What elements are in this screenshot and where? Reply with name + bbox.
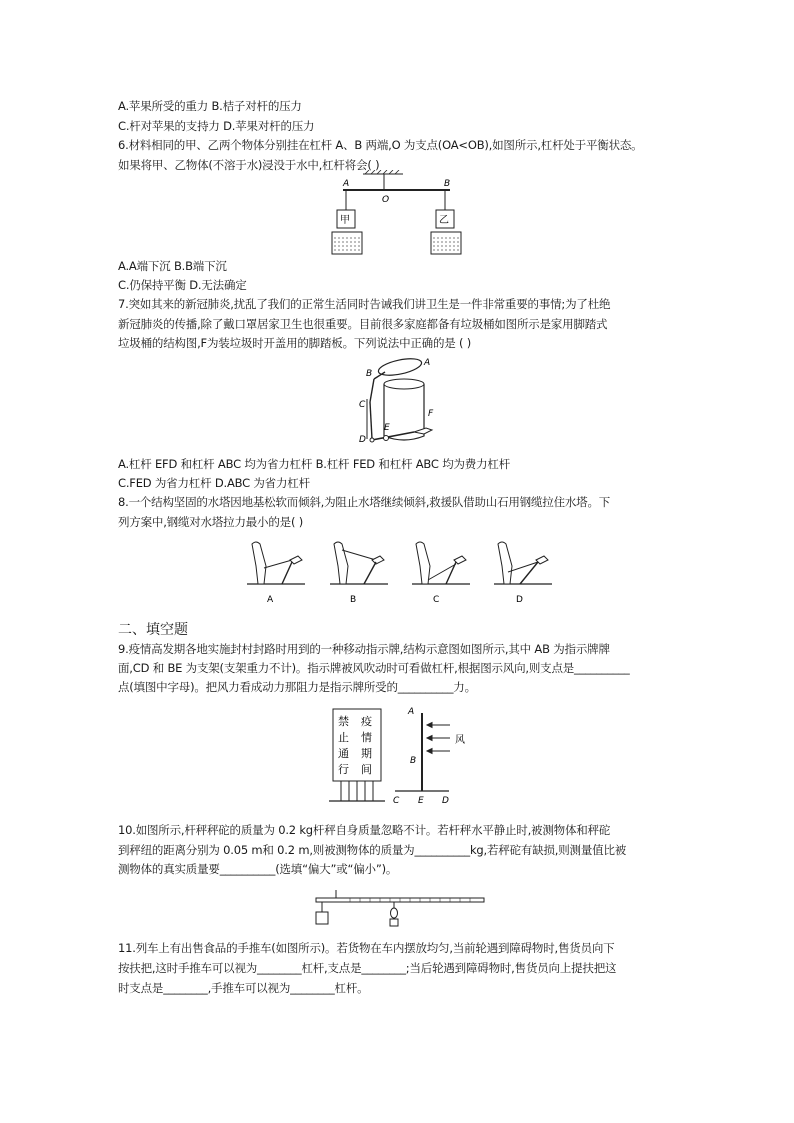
q11-stem-line1: 11.列车上有出售食品的手推车(如图所示)。若货物在车内摆放均匀,当前轮遇到障碍物时,售货员向下 <box>118 941 615 955</box>
q9-label-d: D <box>442 796 449 806</box>
q10-stem-line2: 到秤纽的距离分别为 0.05 m和 0.2 m,则被测物体的质量为__________kg,若秤砣有缺损,则测量值比被 <box>118 843 627 857</box>
q9-label-a: A <box>408 707 415 717</box>
q6-label-o: O <box>382 195 390 205</box>
q10-stem-line3: 测物体的真实质量要__________(选填“偏大”或“偏小”)。 <box>118 862 398 876</box>
q9-stem-line2: 面,CD 和 BE 为支架(支架重力不计)。指示牌被风吹动时可看做杠杆,根据图示风向,则支点是__________ <box>118 661 630 675</box>
q7-trash-bin-figure <box>352 354 447 453</box>
q7-options-cd: C.FED 为省力杠杆 D.ABC 为省力杠杆 <box>118 476 310 490</box>
q9-sign-char-6: 情 <box>361 731 372 744</box>
q6-label-a: A <box>343 179 350 189</box>
q7-label-d: D <box>359 435 366 445</box>
q9-sign-char-3: 通 <box>338 747 349 760</box>
q8-label-a: A <box>267 595 274 605</box>
q6-label-b: B <box>444 179 451 189</box>
q8-option-a-figure <box>247 542 305 605</box>
q7-stem-line2: 新冠肺炎的传播,除了戴口罩居家卫生也很重要。目前很多家庭都备有垃圾桶如图所示是家用脚踏式 <box>118 317 608 331</box>
q6-stem-line1: 6.材料相同的甲、乙两个物体分别挂在杠杆 A、B 两端,O 为支点(OA<OB),如图所示,杠杆处于平衡状态。 <box>118 138 643 152</box>
q7-label-c: C <box>359 400 366 410</box>
q9-sign-char-2: 止 <box>338 731 349 744</box>
q8-stem-line1: 8.一个结构坚固的水塔因地基松软而倾斜,为阻止水塔继续倾斜,救援队借助山石用钢缆拉住水塔。下 <box>118 495 611 509</box>
q8-option-d-figure <box>494 542 552 605</box>
q11-stem-line3: 时支点是________,手推车可以视为________杠杆。 <box>118 981 369 995</box>
q9-stem-line3: 点(填图中字母)。把风力看成动力那阻力是指示牌所受的__________力。 <box>118 680 476 694</box>
q6-lever-figure <box>325 170 475 264</box>
q9-label-b: B <box>410 756 417 766</box>
q7-label-a: A <box>424 358 431 368</box>
q6-stem-line2: 如果将甲、乙物体(不溶于水)浸没于水中,杠杆将会( ) <box>118 158 380 172</box>
q8-option-b-figure <box>330 542 388 605</box>
q9-sign-char-1: 禁 <box>338 715 349 728</box>
q7-stem-line3: 垃圾桶的结构图,F为装垃圾时开盖用的脚踏板。下列说法中正确的是 ( ) <box>118 336 472 350</box>
q7-label-f: F <box>428 409 434 419</box>
q6-options-cd: C.仍保持平衡 D.无法确定 <box>118 278 247 292</box>
q7-stem-line1: 7.突如其来的新冠肺炎,扰乱了我们的正常生活同时告诫我们讲卫生是一件非常重要的事情;为了杜绝 <box>118 297 611 311</box>
q8-label-b: B <box>350 595 357 605</box>
q10-steelyard-figure <box>310 888 490 936</box>
q8-label-c: C <box>433 595 440 605</box>
q5-options-ab: A.苹果所受的重力 B.桔子对杆的压力 <box>118 99 302 113</box>
q7-label-e: E <box>384 423 390 433</box>
q8-label-d: D <box>516 595 523 605</box>
q9-label-c: C <box>393 796 400 806</box>
q5-options-cd: C.杆对苹果的支持力 D.苹果对杆的压力 <box>118 119 315 133</box>
q9-sign-char-7: 期 <box>361 747 372 760</box>
q8-option-c-figure <box>412 542 470 605</box>
q9-sign-figure <box>325 703 475 812</box>
q6-options-ab: A.A端下沉 B.B端下沉 <box>118 259 227 273</box>
q8-stem-line2: 列方案中,钢缆对水塔拉力最小的是( ) <box>118 515 303 529</box>
q11-stem-line2: 按扶把,这时手推车可以视为________杠杆,支点是________;当后轮遇到障碍物时,售货员向上提扶把这 <box>118 961 617 975</box>
q7-options-ab: A.杠杆 EFD 和杠杆 ABC 均为省力杠杆 B.杠杆 FED 和杠杆 ABC 均为费力杠杆 <box>118 457 511 471</box>
q9-sign-char-4: 行 <box>338 763 349 776</box>
q9-stem-line1: 9.疫情高发期各地实施封村封路时用到的一种移动指示牌,结构示意图如图所示,其中 AB 为指示牌牌 <box>118 642 610 656</box>
section-heading-fill-blank: 二、填空题 <box>118 622 188 638</box>
q6-label-yi: 乙 <box>439 215 449 226</box>
q6-label-jia: 甲 <box>340 215 350 226</box>
q9-sign-char-5: 疫 <box>361 715 372 728</box>
q9-label-wind: 风 <box>455 735 465 746</box>
q10-stem-line1: 10.如图所示,杆秤秤砣的质量为 0.2 kg杆秤自身质量忽略不计。若杆秤水平静止时,被测物体和秤砣 <box>118 823 611 837</box>
q8-water-tower-figures <box>242 536 562 612</box>
q9-sign-char-8: 间 <box>361 763 372 776</box>
q7-label-b: B <box>366 369 373 379</box>
q9-label-e: E <box>418 796 424 806</box>
